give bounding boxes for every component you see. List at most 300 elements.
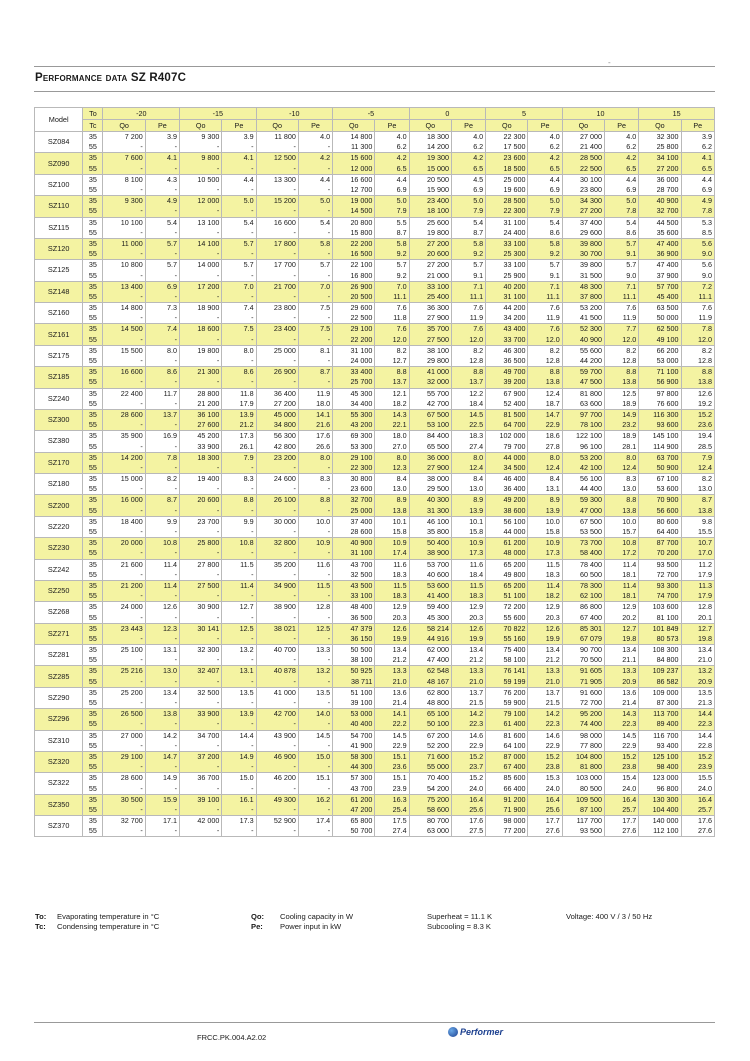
pe-cell: 13.0 <box>145 666 179 677</box>
qo-cell: 50 400 <box>409 538 451 549</box>
pe-cell: 12.7 <box>222 602 256 613</box>
footer-divider <box>34 1022 715 1023</box>
pe-cell: 25.6 <box>451 805 485 816</box>
table-row <box>35 645 715 656</box>
qo-cell: 37 400 <box>333 516 375 527</box>
qo-cell: 93 300 <box>639 580 681 591</box>
qo-cell: 55 600 <box>562 345 604 356</box>
pe-cell: - <box>222 164 256 175</box>
pe-cell: 17.6 <box>681 816 714 827</box>
qo-cell: 80 700 <box>409 816 451 827</box>
pe-cell: - <box>298 698 332 709</box>
pe-cell: - <box>145 270 179 281</box>
table-row <box>35 356 715 367</box>
pe-cell: 12.4 <box>605 463 639 474</box>
pe-cell: 4.2 <box>605 153 639 164</box>
pe-cell: 11.9 <box>528 313 562 324</box>
qo-cell: 29 600 <box>333 303 375 314</box>
qo-cell: - <box>256 805 298 816</box>
qo-cell: 62 100 <box>562 591 604 602</box>
qo-cell: 70 500 <box>562 655 604 666</box>
qo-cell: 40 200 <box>486 281 528 292</box>
qo-cell: 102 000 <box>486 431 528 442</box>
qo-cell: 80 500 <box>562 783 604 794</box>
pe-cell: 13.7 <box>528 687 562 698</box>
pe-cell: 7.6 <box>528 303 562 314</box>
pe-cell: - <box>145 228 179 239</box>
pe-cell: 21.0 <box>681 655 714 666</box>
pe-cell: - <box>145 249 179 260</box>
qo-cell: 47 400 <box>409 655 451 666</box>
model-cell: SZ230 <box>35 538 83 559</box>
pe-cell: 11.4 <box>145 559 179 570</box>
pe-cell: 17.4 <box>375 548 409 559</box>
qo-cell: 25 600 <box>409 217 451 228</box>
qo-cell: 19 800 <box>409 228 451 239</box>
qo-cell: 49 700 <box>486 367 528 378</box>
qo-cell: - <box>256 335 298 346</box>
qo-cell: - <box>180 335 222 346</box>
qo-cell: 58 100 <box>486 655 528 666</box>
qo-cell: 10 500 <box>180 174 222 185</box>
pe-cell: 12.7 <box>605 623 639 634</box>
pe-cell: 5.0 <box>375 196 409 207</box>
qo-cell: 28 600 <box>103 773 145 784</box>
pe-cell: 26.6 <box>298 441 332 452</box>
qo-cell: 36 500 <box>486 356 528 367</box>
qo-cell: - <box>180 142 222 153</box>
qo-cell: 76 600 <box>639 399 681 410</box>
pe-cell: 11.6 <box>298 559 332 570</box>
pe-cell: - <box>298 142 332 153</box>
pe-cell: - <box>145 826 179 837</box>
qo-cell: 39 200 <box>486 377 528 388</box>
qo-cell: 80 600 <box>639 516 681 527</box>
qo-cell: 39 100 <box>333 698 375 709</box>
temp-header: -20 <box>103 108 180 120</box>
pe-cell: 16.3 <box>375 794 409 805</box>
qo-cell: 56 300 <box>256 431 298 442</box>
pe-cell: 5.6 <box>681 238 714 249</box>
qo-cell: 29 500 <box>409 484 451 495</box>
qo-cell: 58 300 <box>333 751 375 762</box>
qo-cell: - <box>180 313 222 324</box>
qo-cell: 23 800 <box>256 303 298 314</box>
table-row <box>35 270 715 281</box>
qo-cell: 55 600 <box>486 612 528 623</box>
qo-cell: 36 300 <box>409 303 451 314</box>
qo-cell: - <box>180 164 222 175</box>
pe-cell: 11.6 <box>375 559 409 570</box>
qo-cell: 19 000 <box>333 196 375 207</box>
qo-cell: 37 800 <box>562 292 604 303</box>
pe-cell: 9.2 <box>451 249 485 260</box>
qo-cell: 47 500 <box>562 377 604 388</box>
qo-cell: 25 216 <box>103 666 145 677</box>
pe-cell: 20.9 <box>681 677 714 688</box>
pe-cell: 13.8 <box>528 377 562 388</box>
pe-cell: 15.8 <box>528 527 562 538</box>
qo-cell: - <box>180 249 222 260</box>
model-cell: SZ370 <box>35 816 83 837</box>
pe-cell: 6.5 <box>605 164 639 175</box>
pe-cell: 9.2 <box>375 270 409 281</box>
qo-cell: 45 200 <box>180 431 222 442</box>
pe-cell: 4.5 <box>451 174 485 185</box>
pe-cell: 21.4 <box>375 698 409 709</box>
pe-cell: 13.8 <box>605 506 639 517</box>
qo-header: Qo <box>562 120 604 132</box>
pe-cell: - <box>145 206 179 217</box>
qo-cell: 15 500 <box>103 345 145 356</box>
pe-cell: 27.6 <box>528 826 562 837</box>
qo-cell: 28 600 <box>103 409 145 420</box>
temp-header: -5 <box>333 108 410 120</box>
pe-cell: 8.3 <box>298 474 332 485</box>
pe-cell: 5.0 <box>222 196 256 207</box>
pe-cell: - <box>298 506 332 517</box>
qo-cell: - <box>180 228 222 239</box>
pe-cell: 11.8 <box>375 313 409 324</box>
qo-cell: 75 200 <box>409 794 451 805</box>
tc-cell: 55 <box>83 185 103 196</box>
pe-cell: 27.4 <box>375 826 409 837</box>
qo-cell: 52 400 <box>486 399 528 410</box>
performer-logo <box>448 1027 503 1037</box>
qo-cell: - <box>256 292 298 303</box>
pe-cell: 15.2 <box>605 751 639 762</box>
title-refrigerant: R407C <box>149 72 187 84</box>
qo-cell: 87 000 <box>486 751 528 762</box>
pe-cell: - <box>298 591 332 602</box>
pe-cell: - <box>145 292 179 303</box>
pe-cell: 12.8 <box>605 356 639 367</box>
qo-cell: 32 700 <box>103 816 145 827</box>
qo-cell: 34 800 <box>256 420 298 431</box>
qo-cell: 90 700 <box>562 645 604 656</box>
qo-cell: 62 800 <box>409 687 451 698</box>
qo-cell: 53 000 <box>333 709 375 720</box>
pe-cell: 3.9 <box>145 132 179 143</box>
pe-cell: 8.0 <box>528 452 562 463</box>
pe-cell: 12.4 <box>528 463 562 474</box>
qo-cell: 30 900 <box>180 602 222 613</box>
pe-cell: 9.9 <box>145 516 179 527</box>
qo-cell: - <box>180 698 222 709</box>
tc-cell: 55 <box>83 612 103 623</box>
qo-cell: 44 000 <box>486 452 528 463</box>
qo-cell: 46 200 <box>256 773 298 784</box>
qo-cell: 66 200 <box>639 345 681 356</box>
pe-cell: - <box>145 655 179 666</box>
qo-cell: - <box>256 741 298 752</box>
pe-cell: 8.0 <box>145 345 179 356</box>
pe-cell: 22.9 <box>451 741 485 752</box>
qo-cell: 38 100 <box>409 345 451 356</box>
qo-cell: - <box>180 527 222 538</box>
pe-cell: 18.1 <box>605 591 639 602</box>
qo-cell: 9 300 <box>103 196 145 207</box>
qo-cell: 41 500 <box>562 313 604 324</box>
qo-cell: 28 800 <box>180 388 222 399</box>
qo-cell: 44 300 <box>333 762 375 773</box>
legend-to: To: <box>35 912 47 921</box>
qo-cell: - <box>180 634 222 645</box>
pe-cell: 7.5 <box>298 303 332 314</box>
qo-cell: 48 800 <box>409 698 451 709</box>
pe-cell: 7.0 <box>222 281 256 292</box>
qo-cell: 25 900 <box>486 270 528 281</box>
qo-cell: 14 500 <box>103 324 145 335</box>
pe-cell: 27.6 <box>605 826 639 837</box>
qo-cell: 59 400 <box>409 602 451 613</box>
pe-cell: 7.9 <box>528 206 562 217</box>
qo-cell: 14 200 <box>103 452 145 463</box>
qo-cell: 36 100 <box>180 409 222 420</box>
qo-cell: - <box>256 506 298 517</box>
table-row <box>35 826 715 837</box>
model-cell: SZ380 <box>35 431 83 452</box>
qo-cell: 20 800 <box>333 217 375 228</box>
tc-cell: 35 <box>83 794 103 805</box>
qo-cell: 15 900 <box>409 185 451 196</box>
tc-cell: 35 <box>83 196 103 207</box>
pe-cell: 13.0 <box>681 484 714 495</box>
pe-cell: 7.6 <box>375 303 409 314</box>
qo-cell: 101 849 <box>639 623 681 634</box>
pe-cell: 27.8 <box>528 441 562 452</box>
temp-header: 5 <box>486 108 563 120</box>
pe-cell: 23.8 <box>605 762 639 773</box>
qo-cell: - <box>103 142 145 153</box>
pe-cell: 8.2 <box>528 345 562 356</box>
qo-cell: - <box>103 570 145 581</box>
pe-cell: 14.1 <box>375 709 409 720</box>
pe-cell: 4.1 <box>681 153 714 164</box>
qo-cell: 103 600 <box>639 602 681 613</box>
qo-cell: 14 800 <box>333 132 375 143</box>
qo-cell: 51 100 <box>333 687 375 698</box>
qo-cell: 47 400 <box>639 260 681 271</box>
qo-cell: - <box>180 783 222 794</box>
doc-mark: - <box>608 58 611 67</box>
pe-cell: 12.1 <box>375 388 409 399</box>
qo-cell: 44 916 <box>409 634 451 645</box>
qo-cell: 55 700 <box>409 388 451 399</box>
pe-cell: 18.3 <box>528 570 562 581</box>
pe-cell: 11.5 <box>222 559 256 570</box>
qo-cell: 65 500 <box>409 441 451 452</box>
temp-header: 0 <box>409 108 486 120</box>
pe-cell: - <box>222 249 256 260</box>
tc-cell: 35 <box>83 238 103 249</box>
pe-cell: 18.0 <box>375 431 409 442</box>
pe-cell: 14.5 <box>605 730 639 741</box>
qo-cell: 16 600 <box>103 367 145 378</box>
qo-cell: 86 582 <box>639 677 681 688</box>
pe-cell: - <box>222 185 256 196</box>
table-row <box>35 666 715 677</box>
qo-cell: 39 100 <box>180 794 222 805</box>
table-row <box>35 153 715 164</box>
pe-cell: 12.8 <box>681 602 714 613</box>
pe-cell: 8.2 <box>375 345 409 356</box>
qo-cell: 98 000 <box>562 730 604 741</box>
pe-cell: 14.2 <box>145 730 179 741</box>
pe-cell: 17.5 <box>375 816 409 827</box>
qo-cell: 31 100 <box>333 548 375 559</box>
qo-cell: 30 800 <box>333 474 375 485</box>
qo-cell: 36 500 <box>333 612 375 623</box>
pe-cell: 7.6 <box>681 303 714 314</box>
pe-cell: 13.0 <box>451 484 485 495</box>
pe-cell: 5.5 <box>375 217 409 228</box>
qo-cell: 45 400 <box>639 292 681 303</box>
pe-cell: 7.0 <box>375 281 409 292</box>
qo-cell: - <box>256 548 298 559</box>
qo-cell: 40 900 <box>333 538 375 549</box>
pe-cell: - <box>145 698 179 709</box>
qo-cell: - <box>180 484 222 495</box>
pe-cell: 12.2 <box>451 388 485 399</box>
qo-cell: 22 500 <box>562 164 604 175</box>
pe-header: Pe <box>605 120 639 132</box>
pe-cell: 4.2 <box>375 153 409 164</box>
pe-cell: 8.0 <box>222 345 256 356</box>
qo-cell: 62 500 <box>639 324 681 335</box>
pe-cell: - <box>298 206 332 217</box>
qo-cell: - <box>256 463 298 474</box>
model-cell: SZ242 <box>35 559 83 580</box>
qo-cell: 104 400 <box>639 805 681 816</box>
qo-cell: 27 000 <box>562 132 604 143</box>
tc-cell: 55 <box>83 420 103 431</box>
qo-cell: 14 100 <box>180 238 222 249</box>
qo-cell: 84 400 <box>409 431 451 442</box>
pe-cell: 12.0 <box>451 335 485 346</box>
pe-cell: 14.6 <box>528 730 562 741</box>
table-row <box>35 548 715 559</box>
pe-cell: 8.8 <box>681 367 714 378</box>
pe-cell: 25.4 <box>375 805 409 816</box>
pe-cell: 14.1 <box>298 409 332 420</box>
qo-cell: 27 200 <box>409 238 451 249</box>
pe-cell: - <box>145 677 179 688</box>
pe-cell: - <box>222 655 256 666</box>
qo-cell: - <box>256 677 298 688</box>
pe-cell: - <box>222 719 256 730</box>
qo-cell: 35 700 <box>409 324 451 335</box>
pe-cell: 21.4 <box>605 698 639 709</box>
pe-cell: 21.0 <box>528 677 562 688</box>
qo-cell: 130 300 <box>639 794 681 805</box>
pe-cell: 6.9 <box>681 185 714 196</box>
table-row <box>35 132 715 143</box>
qo-cell: 104 800 <box>562 751 604 762</box>
pe-cell: 13.7 <box>451 687 485 698</box>
model-cell: SZ185 <box>35 367 83 388</box>
table-row <box>35 409 715 420</box>
qo-cell: 59 900 <box>486 698 528 709</box>
pe-cell: - <box>298 313 332 324</box>
qo-cell: 61 400 <box>486 719 528 730</box>
tc-cell: 35 <box>83 773 103 784</box>
qo-cell: 38 600 <box>486 506 528 517</box>
table-row <box>35 260 715 271</box>
pe-cell: - <box>298 249 332 260</box>
tc-cell: 55 <box>83 441 103 452</box>
pe-cell: 4.1 <box>145 153 179 164</box>
qo-cell: 40 900 <box>562 335 604 346</box>
pe-cell: 22.8 <box>681 741 714 752</box>
qo-cell: 38 900 <box>256 602 298 613</box>
model-cell: SZ090 <box>35 153 83 174</box>
qo-cell: 25 200 <box>103 687 145 698</box>
pe-cell: 8.8 <box>451 367 485 378</box>
qo-cell: 42 000 <box>180 816 222 827</box>
pe-cell: 19.9 <box>451 634 485 645</box>
pe-cell: 21.0 <box>375 677 409 688</box>
pe-cell: 4.0 <box>298 132 332 143</box>
pe-cell: 5.8 <box>298 238 332 249</box>
tc-cell: 35 <box>83 367 103 378</box>
qo-cell: 42 700 <box>256 709 298 720</box>
pe-cell: - <box>298 741 332 752</box>
qo-cell: 98 000 <box>486 816 528 827</box>
pe-cell: 6.9 <box>375 185 409 196</box>
qo-cell: 65 200 <box>486 559 528 570</box>
qo-cell: 7 200 <box>103 132 145 143</box>
qo-cell: 14 500 <box>333 206 375 217</box>
qo-cell: 18 400 <box>103 516 145 527</box>
pe-cell: 4.4 <box>222 174 256 185</box>
pe-cell: 11.8 <box>222 388 256 399</box>
pe-cell: - <box>222 783 256 794</box>
pe-cell: - <box>222 142 256 153</box>
pe-cell: - <box>222 356 256 367</box>
pe-cell: 8.9 <box>528 495 562 506</box>
qo-cell: - <box>256 612 298 623</box>
qo-cell: 81 800 <box>562 388 604 399</box>
model-cell: SZ290 <box>35 687 83 708</box>
qo-cell: 74 400 <box>562 719 604 730</box>
pe-cell: 25.7 <box>681 805 714 816</box>
pe-cell: 12.6 <box>375 623 409 634</box>
table-row <box>35 698 715 709</box>
pe-cell: 8.3 <box>222 474 256 485</box>
qo-cell: - <box>180 463 222 474</box>
qo-cell: 45 300 <box>409 612 451 623</box>
qo-cell: 56 900 <box>639 377 681 388</box>
qo-cell: 38 900 <box>409 548 451 559</box>
footer-doc-code: FRCC.PK.004.A2.02 <box>197 1033 267 1042</box>
qo-cell: 97 800 <box>639 388 681 399</box>
pe-cell: - <box>222 228 256 239</box>
qo-cell: - <box>103 612 145 623</box>
qo-cell: 72 700 <box>639 570 681 581</box>
pe-cell: 13.7 <box>145 409 179 420</box>
qo-cell: 117 700 <box>562 816 604 827</box>
pe-cell: 13.6 <box>605 687 639 698</box>
pe-cell: 5.8 <box>528 238 562 249</box>
qo-cell: 20 500 <box>409 174 451 185</box>
qo-cell: 50 900 <box>639 463 681 474</box>
table-row <box>35 335 715 346</box>
qo-cell: 27 200 <box>256 399 298 410</box>
model-cell: SZ120 <box>35 238 83 259</box>
qo-cell: 108 300 <box>639 645 681 656</box>
qo-cell: 40 400 <box>333 719 375 730</box>
